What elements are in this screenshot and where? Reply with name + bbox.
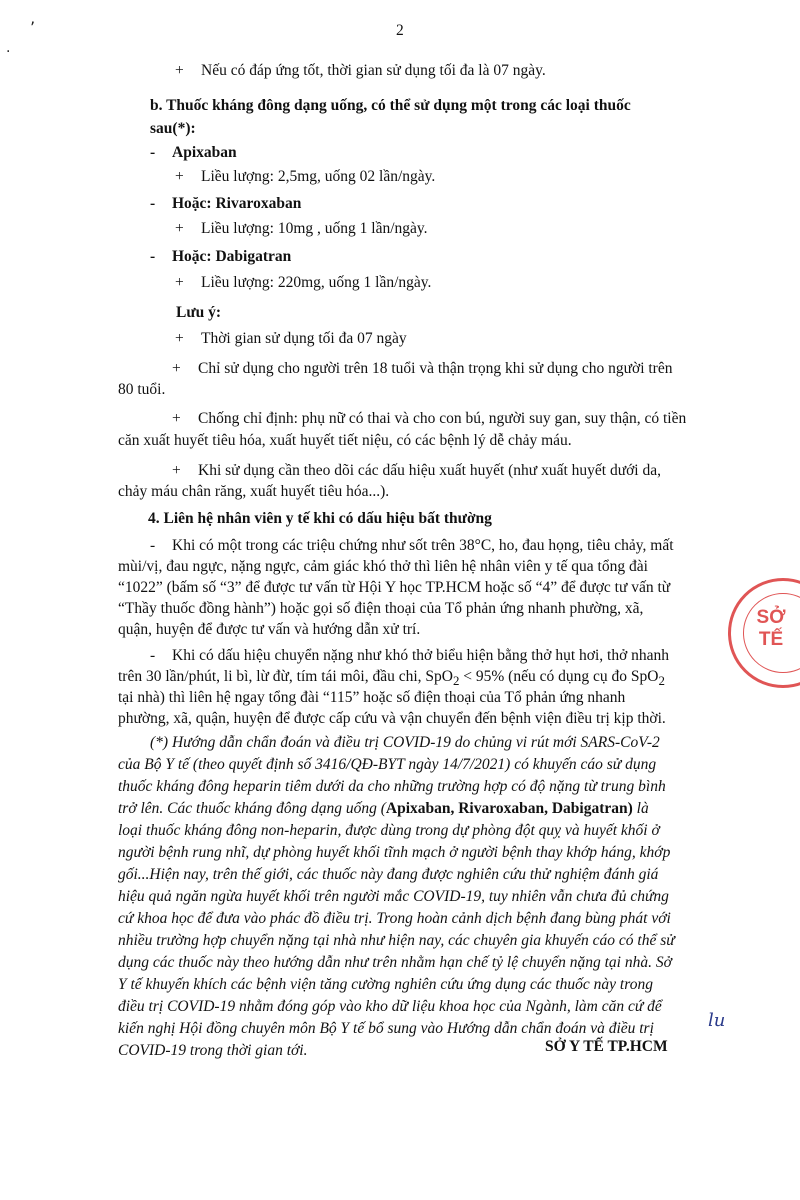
drug-item-rivaroxaban: - Hoặc: Rivaroxaban	[150, 195, 302, 212]
section-heading-b: b. Thuốc kháng đông dạng uống, có thể sử dụng một trong các loại thuốc	[150, 97, 631, 114]
paragraph-line: trên 30 lần/phút, li bì, lừ đừ, tím tái môi, đầu chi, SpO$_2$ < 95% (nếu có dụng cụ đo SpO$_2$	[118, 668, 665, 689]
footnote-line: COVID-19 trong thời gian tới.	[118, 1042, 308, 1059]
dose-line: + Liều lượng: 10mg , uống 1 lần/ngày.	[175, 220, 428, 237]
paragraph-line: “1022” (bấm số “3” để được tư vấn từ Hội Y học TP.HCM hoặc số “4” để được tư vấn từ	[118, 579, 671, 596]
footnote-line: của Bộ Y tế (theo quyết định số 3416/QĐ-BYT ngày 14/7/2021) có khuyến cáo sử dụng	[118, 756, 657, 773]
paragraph-line: phường, xã, quận, huyện để được cấp cứu và vận chuyển đến bệnh viện điều trị kịp thời.	[118, 710, 666, 727]
footnote-line: trở lên. Các thuốc kháng đông dạng uống (Apixaban, Rivaroxaban, Dabigatran) là	[118, 800, 649, 817]
official-stamp	[728, 578, 800, 688]
note-line-cont: căn xuất huyết tiêu hóa, xuất huyết tiết niệu, có các bệnh lý dễ chảy máu.	[118, 432, 572, 449]
note-line-cont: chảy máu chân răng, xuất huyết tiêu hóa...).	[118, 483, 390, 500]
text-line: + Nếu có đáp ứng tốt, thời gian sử dụng tối đa là 07 ngày.	[175, 62, 546, 79]
footnote-line: dụng các thuốc này theo hướng dẫn như trên nhằm hạn chế tỷ lệ chuyển nặng tại nhà. Sở	[118, 954, 672, 971]
margin-mark: ·	[6, 44, 11, 60]
paragraph-line: mùi/vị, đau ngực, nặng ngực, cảm giác khó thở thì liên hệ nhân viên y tế qua tổng đài	[118, 558, 648, 575]
footnote-line: thuốc kháng đông heparin tiêm dưới da cho những trường hợp có độ nặng từ trung bình	[118, 778, 666, 795]
section-heading-b-cont: sau(*):	[150, 120, 196, 137]
paragraph-line: - Khi có dấu hiệu chuyển nặng như khó thở biểu hiện bằng thở hụt hơi, thở nhanh	[150, 647, 670, 664]
footnote-line: (*) Hướng dẫn chẩn đoán và điều trị COVID-19 do chủng vi rút mới SARS-CoV-2	[150, 734, 660, 751]
footnote-line: Y tế khuyến khích các bệnh viện tăng cường nghiên cứu ứng dụng các thuốc này trong	[118, 976, 653, 993]
drug-item-apixaban: - Apixaban	[150, 144, 237, 161]
footnote-line: điều trị COVID-19 nhằm đóng góp vào kho dữ liệu khoa học của Ngành, làm căn cứ để	[118, 998, 662, 1015]
signature-initials: lu	[708, 1010, 726, 1031]
footnote-line: kiến nghị Hội đồng chuyên môn Bộ Y tế bổ sung vào Hướng dẫn chẩn đoán và điều trị	[118, 1020, 654, 1037]
paragraph-line: - Khi có một trong các triệu chứng như sốt trên 38°C, ho, đau họng, tiêu chảy, mất	[150, 537, 674, 554]
signature-block: SỞ Y TẾ TP.HCM	[545, 1038, 668, 1055]
dose-line: + Liều lượng: 2,5mg, uống 02 lần/ngày.	[175, 168, 436, 185]
note-line: + Khi sử dụng cần theo dõi các dấu hiệu xuất huyết (như xuất huyết dưới da,	[172, 462, 661, 479]
note-line: + Chỉ sử dụng cho người trên 18 tuổi và thận trọng khi sử dụng cho người trên	[172, 360, 673, 377]
note-title: Lưu ý:	[176, 304, 222, 321]
paragraph-line: “Thầy thuốc đồng hành”) hoặc gọi số điện thoại của Tổ phản ứng nhanh phường, xã,	[118, 600, 644, 617]
footnote-line: gối...Hiện nay, trên thế giới, các thuốc này đang được nghiên cứu thử nghiệm đánh giá	[118, 866, 659, 883]
paragraph-line: tại nhà) thì liên hệ ngay tổng đài “115” hoặc số điện thoại của Tổ phản ứng nhanh	[118, 689, 626, 706]
footnote-line: người bệnh rung nhĩ, dự phòng huyết khối tĩnh mạch ở người bệnh thay khớp háng, khớp	[118, 844, 671, 861]
note-line: + Chống chỉ định: phụ nữ có thai và cho con bú, người suy gan, suy thận, có tiền	[172, 410, 687, 427]
note-line-cont: 80 tuổi.	[118, 381, 166, 398]
page-number: 2	[396, 22, 404, 39]
footnote-line: cứ khoa học để đưa vào phác đồ điều trị. Trong hoàn cảnh dịch bệnh đang bùng phát với	[118, 910, 671, 927]
footnote-line: nhiều trường hợp chuyển nặng tại nhà như hiện nay, các chuyên gia khuyến cáo có thể sử	[118, 932, 675, 949]
margin-mark: ’	[30, 18, 36, 37]
section-4-heading: 4. Liên hệ nhân viên y tế khi có dấu hiệu bất thường	[148, 510, 492, 527]
plus-bullet: +	[175, 62, 184, 79]
paragraph-line: quận, huyện để được tư vấn và hướng dẫn xử trí.	[118, 621, 421, 638]
note-line: + Thời gian sử dụng tối đa 07 ngày	[175, 330, 407, 347]
footnote-line: loại thuốc kháng đông non-heparin, được dùng trong dự phòng đột quỵ và huyết khối ở	[118, 822, 660, 839]
drug-item-dabigatran: - Hoặc: Dabigatran	[150, 248, 292, 265]
footnote-line: hiệu quả ngăn ngừa huyết khối trên người mắc COVID-19, tuy nhiên vẫn chưa đủ chứng	[118, 888, 669, 905]
stamp-text: SỞ TẾ	[756, 607, 786, 650]
dose-line: + Liều lượng: 220mg, uống 1 lần/ngày.	[175, 274, 432, 291]
